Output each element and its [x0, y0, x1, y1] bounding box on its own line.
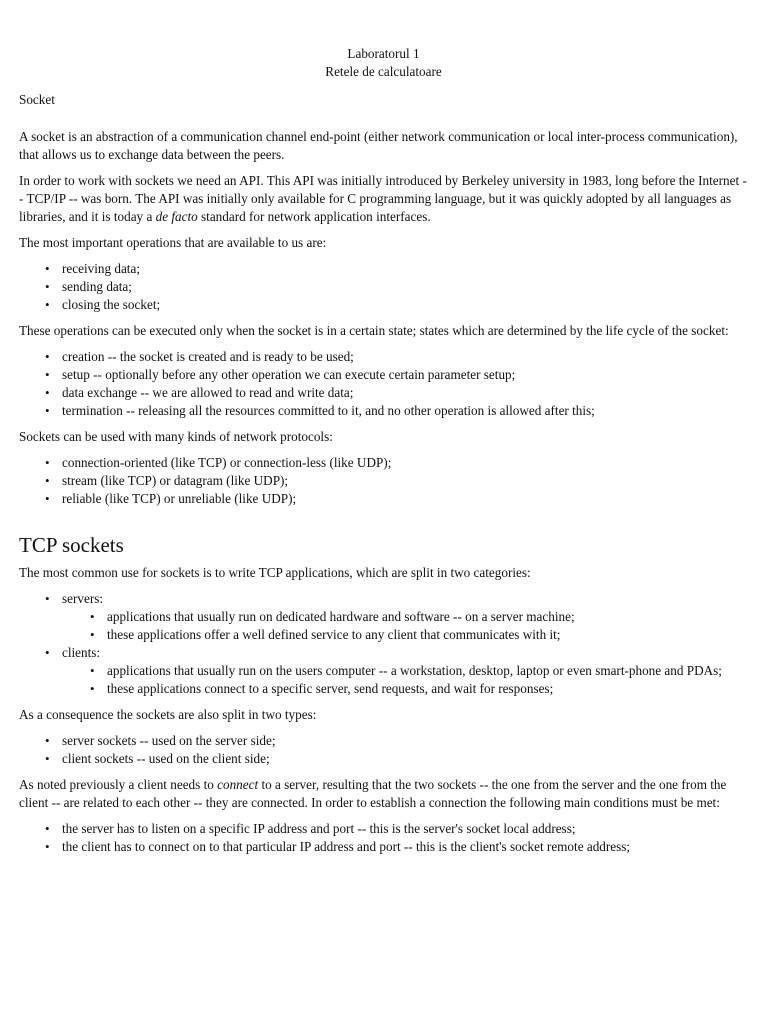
connection-text: As noted previously a client needs to [19, 777, 218, 792]
connect-emphasis: connect [217, 777, 259, 792]
clients-label: clients: [62, 645, 101, 660]
conditions-list [19, 820, 748, 856]
list-item: • setup -- optionally before any other operation we can execute certain parameter setup; [62, 366, 748, 384]
servers-label: servers: [62, 591, 104, 606]
list-item: • the client has to connect on to that particular IP address and port -- this is the client's socket remote address; [62, 838, 748, 856]
list-item-clients [62, 644, 748, 698]
list-item: • the server has to listen on a specific IP address and port -- this is the server's socket local address; [62, 820, 748, 838]
doc-subtitle: Retele de calculatoare [325, 64, 442, 79]
de-facto-emphasis: de facto [155, 209, 198, 224]
list-item: • termination -- releasing all the resources committed to it, and no other operation is allowed after this; [62, 402, 748, 420]
paragraph-connection [19, 776, 748, 812]
paragraph-operations-intro: The most important operations that are available to us are: [19, 235, 327, 250]
paragraph-api-history [19, 172, 748, 226]
operations-list [19, 260, 748, 314]
list-item: • sending data; [62, 278, 748, 296]
heading-tcp-sockets: TCP sockets [19, 533, 124, 557]
list-item: • server sockets -- used on the server side; [62, 732, 748, 750]
servers-sublist [62, 608, 748, 644]
list-item: • reliable (like TCP) or unreliable (like UDP); [62, 490, 748, 508]
list-item: • applications that usually run on the users computer -- a workstation, desktop, laptop or even smart-phone and PDAs; [107, 662, 748, 680]
doc-title: Laboratorul 1 [347, 46, 420, 61]
paragraph-states-intro: These operations can be executed only when the socket is in a certain state; states which are determined by the life cycle of the socket: [19, 323, 729, 338]
paragraph-socket-types-intro: As a consequence the sockets are also split in two types: [19, 707, 317, 722]
list-item: • closing the socket; [62, 296, 748, 314]
list-item: • applications that usually run on dedicated hardware and software -- on a server machine; [107, 608, 748, 626]
list-item: • connection-oriented (like TCP) or connection-less (like UDP); [62, 454, 748, 472]
list-item: • data exchange -- we are allowed to read and write data; [62, 384, 748, 402]
clients-sublist [62, 662, 748, 698]
list-item: • receiving data; [62, 260, 748, 278]
list-item: • client sockets -- used on the client side; [62, 750, 748, 768]
list-item: • stream (like TCP) or datagram (like UDP); [62, 472, 748, 490]
list-item: • these applications offer a well defined service to any client that communicates with it; [107, 626, 748, 644]
socket-types-list [19, 732, 748, 768]
paragraph-protocols-intro: Sockets can be used with many kinds of network protocols: [19, 429, 333, 444]
states-list [19, 348, 748, 420]
api-history-text: In order to work with sockets we need an API. This API was initially introduced by Berkeley university in 1983, long before the Internet -- TCP/IP -- was born. The API was initially only available for C programming language, but it was quickly adopted by all languages as libraries, and it is today a [19, 173, 747, 224]
list-item: • creation -- the socket is created and is ready to be used; [62, 348, 748, 366]
paragraph-socket-definition: A socket is an abstraction of a communication channel end-point (either network communication or local inter-process communication), that allows us to exchange data between the peers. [19, 129, 738, 162]
connection-text-end: to a server, resulting that the two sockets -- the one from the server and the one from the client -- are related to each other -- they are connected. In order to establish a connection the following main conditions must be met: [19, 777, 727, 810]
api-history-text-end: standard for network application interfaces. [197, 209, 431, 224]
protocols-list [19, 454, 748, 508]
list-item-servers [62, 590, 748, 644]
categories-list [19, 590, 748, 698]
section-label-socket: Socket [19, 92, 55, 107]
paragraph-tcp-intro: The most common use for sockets is to write TCP applications, which are split in two categories: [19, 565, 531, 580]
list-item: • these applications connect to a specific server, send requests, and wait for responses; [107, 680, 748, 698]
